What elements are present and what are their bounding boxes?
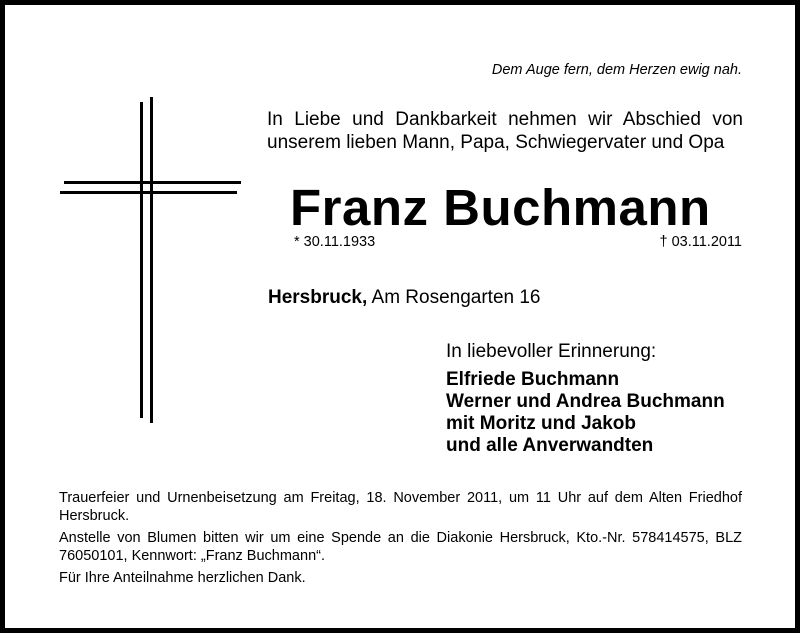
family-member: und alle Anverwandten <box>446 435 654 456</box>
intro-text: In Liebe und Dankbarkeit nehmen wir Abschied von unserem lieben Mann, Papa, Schwiegervater und Opa <box>267 109 743 153</box>
family-member: mit Moritz und Jakob <box>446 413 636 434</box>
thanks-note: Für Ihre Anteilnahme herzlichen Dank. <box>59 570 306 586</box>
death-date: † 03.11.2011 <box>659 234 742 250</box>
address-street: Am Rosengarten 16 <box>371 287 541 308</box>
family-member: Elfriede Buchmann <box>446 369 620 390</box>
family-list <box>446 369 725 457</box>
family-member: Werner und Andrea Buchmann <box>446 391 725 412</box>
ceremony-note: Trauerfeier und Urnenbeisetzung am Freitag, 18. November 2011, um 11 Uhr auf dem Alten Friedhof Hersbruck. <box>59 490 742 524</box>
address-town: Hersbruck, <box>268 287 368 308</box>
motto: Dem Auge fern, dem Herzen ewig nah. <box>491 62 742 78</box>
birth-date: * 30.11.1933 <box>294 234 376 250</box>
address <box>268 287 541 309</box>
memory-label: In liebevoller Erinnerung: <box>446 341 657 362</box>
notes <box>59 489 742 591</box>
deceased-name: Franz Buchmann <box>290 179 711 236</box>
donation-note: Anstelle von Blumen bitten wir um eine Spende an die Diakonie Hersbruck, Kto.-Nr. 578414575, BLZ 76050101, Kennwort: „Franz Buchmann“. <box>59 530 742 564</box>
